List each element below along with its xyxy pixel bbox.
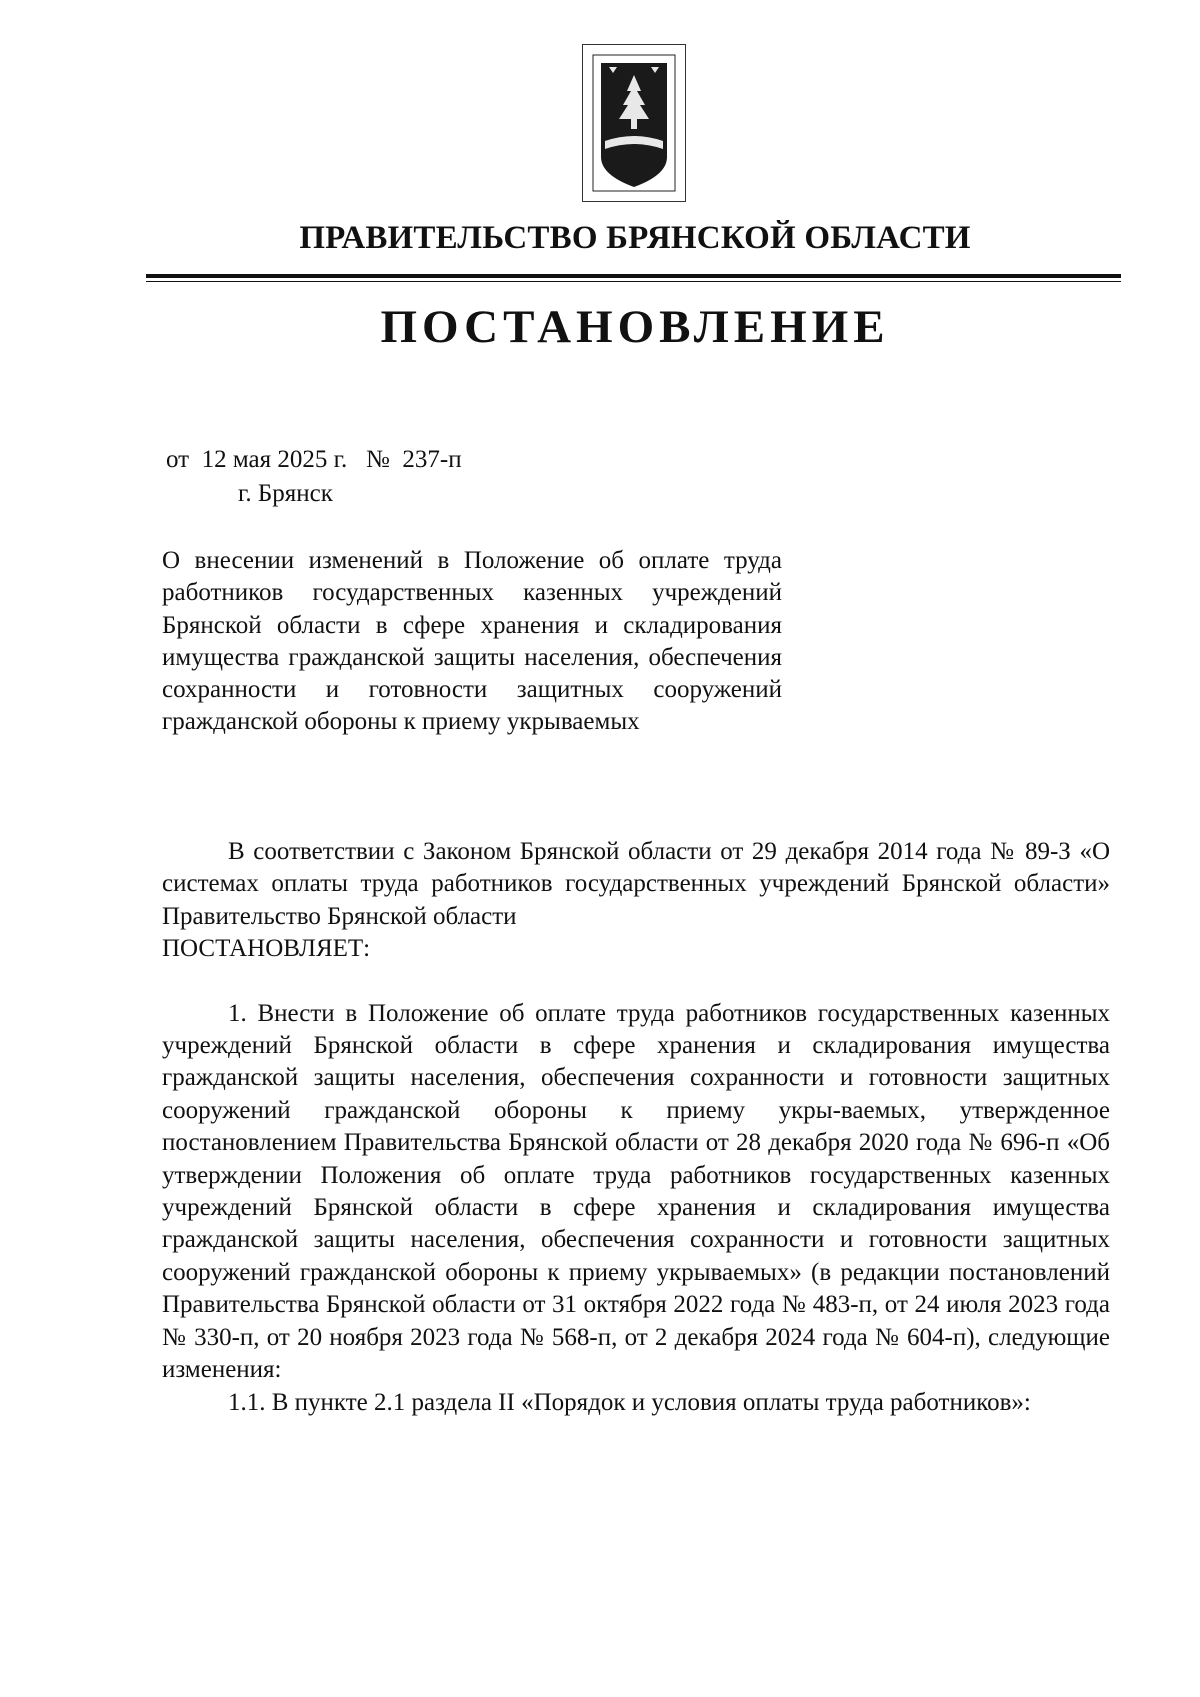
date-prefix: от <box>166 446 190 473</box>
document-date: 12 мая 2025 г. <box>201 446 348 473</box>
document-number: 237-п <box>402 446 462 473</box>
government-title: ПРАВИТЕЛЬСТВО БРЯНСКОЙ ОБЛАСТИ <box>299 220 971 256</box>
number-prefix: № <box>366 446 390 473</box>
document-subject <box>162 545 782 739</box>
date-line <box>166 446 462 474</box>
header-rule-thin <box>146 281 1121 282</box>
item-1-paragraph: 1. Внести в Положение об оплате труда работников государственных казенных учреждений Брянской области в сфере хранения и складирования имущества гражданской защиты населения, обеспечения сохранности и готовности защитных сооружений гражданской обороны к приему укры-ваемых, утвержденное постановлением Правительства Брянской области от 28 декабря 2020 года № 696-п «Об утверждении Положения об оплате труда работников государственных казенных учреждений Брянской области в сфере хранения и складирования имущества гражданской защиты населения, обеспечения сохранности и готовности защитных сооружений гражданской обороны к приему укрываемых» (в редакции постановлений Правительства Брянской области от 31 октября 2022 года № 483-п, от 24 июля 2023 года № 330-п, от 20 ноября 2023 года № 568-п, от 2 декабря 2024 года № 604-п), следующие изменения: <box>162 999 1110 1384</box>
item-1-1-paragraph: 1.1. В пункте 2.1 раздела II «Порядок и условия оплаты труда работников»: <box>228 1388 1031 1416</box>
coat-of-arms-icon <box>582 44 686 202</box>
document-city: г. Брянск <box>238 480 333 507</box>
preamble-paragraph: В соответствии с Законом Брянской области от 29 декабря 2014 года № 89-З «О системах оплаты труда работников государственных учреждений Брянской области» Правительство Брянской области <box>162 838 1110 930</box>
subject-text: О внесении изменений в Положение об оплате труда работников государственных казенных учреждений Брянской области в сфере хранения и складирования имущества гражданской защиты населения, обеспечения сохранности и готовности защитных сооружений гражданской обороны к приему укрываемых <box>162 547 782 736</box>
document-body <box>162 836 1110 1419</box>
document-type: ПОСТАНОВЛЕНИЕ <box>380 301 890 353</box>
header-rule-thick <box>146 274 1121 278</box>
decree-word: ПОСТАНОВЛЯЕТ: <box>162 935 371 963</box>
